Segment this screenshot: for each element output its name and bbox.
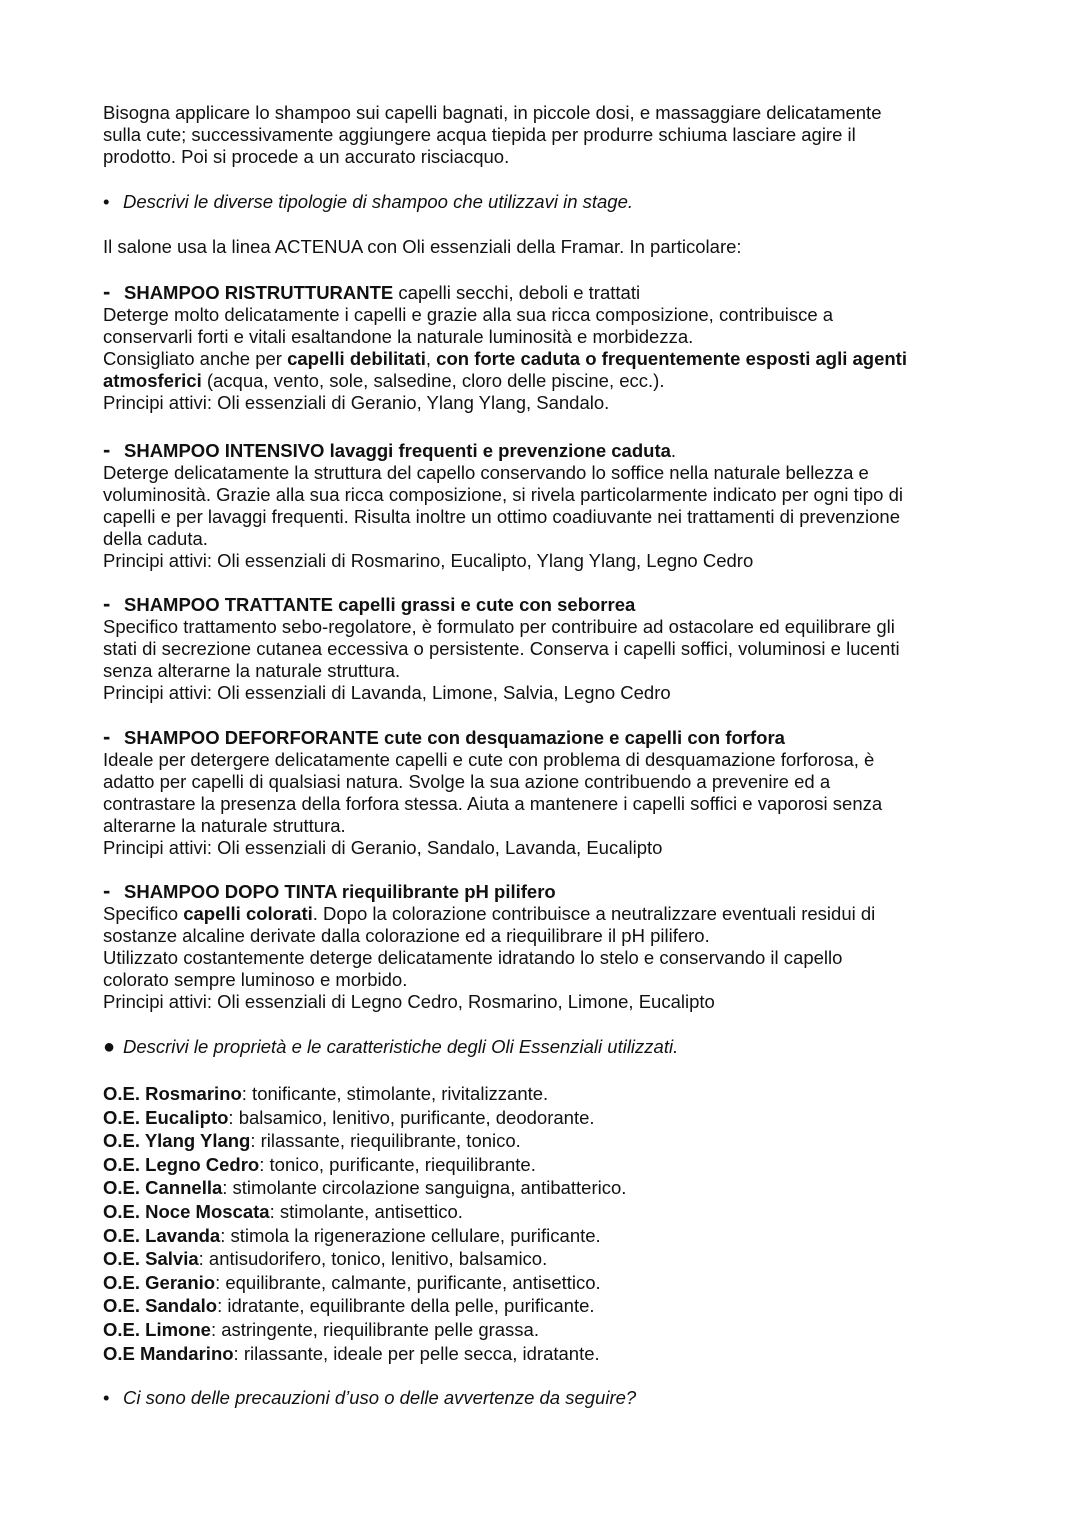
salon-line-text: Il salone usa la linea ACTENUA con Oli essenziali della Framar. In particolare:: [103, 236, 742, 257]
section-shampoo-dopo-tinta: - SHAMPOO DOPO TINTA riequilibrante pH pilifero Specifico capelli colorati. Dopo la colorazione contribuisce a neutralizzare eventuali residui di sostanze alcaline derivate dalla colorazione ed a riequilibrare il pH pilifero. Utilizzato costantemente deterge delicatamente idratando lo stelo e conservando il capello colorato sempre luminoso e morbido. Principi attivi: Oli essenziali di Legno Cedro, Rosmarino, Limone, Eucalipto: [103, 880, 1003, 1013]
section-heading: - SHAMPOO DOPO TINTA riequilibrante pH pilifero: [103, 878, 556, 903]
oil-item: O.E. Sandalo: idratante, equilibrante della pelle, purificante.: [103, 1295, 595, 1317]
section-heading: - SHAMPOO TRATTANTE capelli grassi e cute con seborrea: [103, 591, 636, 616]
question-precautions: [103, 1387, 636, 1409]
oil-item: O.E. Limone: astringente, riequilibrante pelle grassa.: [103, 1318, 539, 1340]
active-ingredients: Principi attivi: Oli essenziali di Geranio, Ylang Ylang, Sandalo.: [103, 392, 610, 413]
intro-line: prodotto. Poi si procede a un accurato risciacquo.: [103, 146, 510, 167]
oil-item: O.E. Cannella: stimolante circolazione sanguigna, antibatterico.: [103, 1177, 627, 1199]
oil-item: O.E Mandarino: rilassante, ideale per pelle secca, idratante.: [103, 1342, 600, 1364]
question-shampoo-types: [103, 191, 633, 213]
active-ingredients: Principi attivi: Oli essenziali di Geranio, Sandalo, Lavanda, Eucalipto: [103, 837, 663, 858]
intro-line: sulla cute; successivamente aggiungere acqua tiepida per produrre schiuma lasciare agire il: [103, 124, 856, 145]
bullet: •: [103, 1387, 110, 1408]
section-shampoo-trattante: - SHAMPOO TRATTANTE capelli grassi e cute con seborrea Specifico trattamento sebo-regolatore, è formulato per contribuire ad ostacolare ed equilibrare gli stati di secrezione cutanea eccessiva o persistente. Conserva i capelli soffici, voluminosi e lucenti senza alterarne la naturale struttura. Principi attivi: Oli essenziali di Lavanda, Limone, Salvia, Legno Cedro: [103, 593, 1003, 704]
oil-item: O.E. Salvia: antisudorifero, tonico, lenitivo, balsamico.: [103, 1248, 548, 1270]
intro-paragraph: [103, 102, 1003, 168]
section-heading: - SHAMPOO INTENSIVO lavaggi frequenti e prevenzione caduta.: [103, 437, 677, 462]
question-essential-oils: [103, 1036, 678, 1058]
active-ingredients: Principi attivi: Oli essenziali di Legno Cedro, Rosmarino, Limone, Eucalipto: [103, 991, 715, 1012]
active-ingredients: Principi attivi: Oli essenziali di Lavanda, Limone, Salvia, Legno Cedro: [103, 682, 671, 703]
section-shampoo-intensivo: - SHAMPOO INTENSIVO lavaggi frequenti e prevenzione caduta. Deterge delicatamente la struttura del capello conservando lo soffice nella naturale bellezza e voluminosità. Grazie alla sua ricca composizione, si rivela particolarmente indicato per ogni tipo di capelli e per lavaggi frequenti. Risulta inoltre un ottimo coadiuvante nei trattamenti di prevenzione della caduta. Principi attivi: Oli essenziali di Rosmarino, Eucalipto, Ylang Ylang, Legno Cedro: [103, 439, 1003, 572]
question-text: Descrivi le diverse tipologie di shampoo che utilizzavi in stage.: [123, 191, 634, 212]
section-heading: - SHAMPOO RISTRUTTURANTE capelli secchi, deboli e trattati: [103, 279, 641, 304]
active-ingredients: Principi attivi: Oli essenziali di Rosmarino, Eucalipto, Ylang Ylang, Legno Cedro: [103, 550, 754, 571]
section-shampoo-ristrutturante: - SHAMPOO RISTRUTTURANTE capelli secchi, deboli e trattati Deterge molto delicatamente i capelli e grazie alla sua ricca composizione, contribuisce a conservarli forti e vitali esaltandone la naturale luminosità e morbidezza. Consigliato anche per capelli debilitati, con forte caduta o frequentemente esposti agli agenti atmosferici (acqua, vento, sole, salsedine, cloro delle piscine, ecc.). Principi attivi: Oli essenziali di Geranio, Ylang Ylang, Sandalo.: [103, 281, 1003, 414]
essential-oils-list: [103, 1082, 1003, 1365]
oil-item: O.E. Lavanda: stimola la rigenerazione cellulare, purificante.: [103, 1224, 601, 1246]
intro-line: Bisogna applicare lo shampoo sui capelli bagnati, in piccole dosi, e massaggiare delicatamente: [103, 102, 882, 123]
oil-item: O.E. Rosmarino: tonificante, stimolante, rivitalizzante.: [103, 1083, 549, 1104]
oil-item: O.E. Legno Cedro: tonico, purificante, riequilibrante.: [103, 1153, 536, 1175]
oil-item: O.E. Ylang Ylang: rilassante, riequilibrante, tonico.: [103, 1130, 521, 1152]
oil-item: O.E. Noce Moscata: stimolante, antisettico.: [103, 1200, 463, 1222]
question-text: Ci sono delle precauzioni d’uso o delle avvertenze da seguire?: [123, 1387, 637, 1408]
oil-item: O.E. Eucalipto: balsamico, lenitivo, purificante, deodorante.: [103, 1106, 595, 1128]
section-shampoo-deforforante: - SHAMPOO DEFORFORANTE cute con desquamazione e capelli con forfora Ideale per detergere delicatamente capelli e cute con problema di desquamazione forforosa, è adatto per capelli di qualsiasi natura. Svolge la sua azione contribuendo a prevenire ed a contrastare la presenza della forfora stessa. Aiuta a mantenere i capelli soffici e vaporosi senza alterarne la naturale struttura. Principi attivi: Oli essenziali di Geranio, Sandalo, Lavanda, Eucalipto: [103, 726, 1003, 859]
section-heading: - SHAMPOO DEFORFORANTE cute con desquamazione e capelli con forfora: [103, 724, 785, 749]
oil-item: O.E. Geranio: equilibrante, calmante, purificante, antisettico.: [103, 1271, 601, 1293]
bullet: •: [103, 191, 110, 212]
question-text: Descrivi le proprietà e le caratteristiche degli Oli Essenziali utilizzati.: [123, 1036, 679, 1057]
bullet: ●: [103, 1036, 116, 1058]
